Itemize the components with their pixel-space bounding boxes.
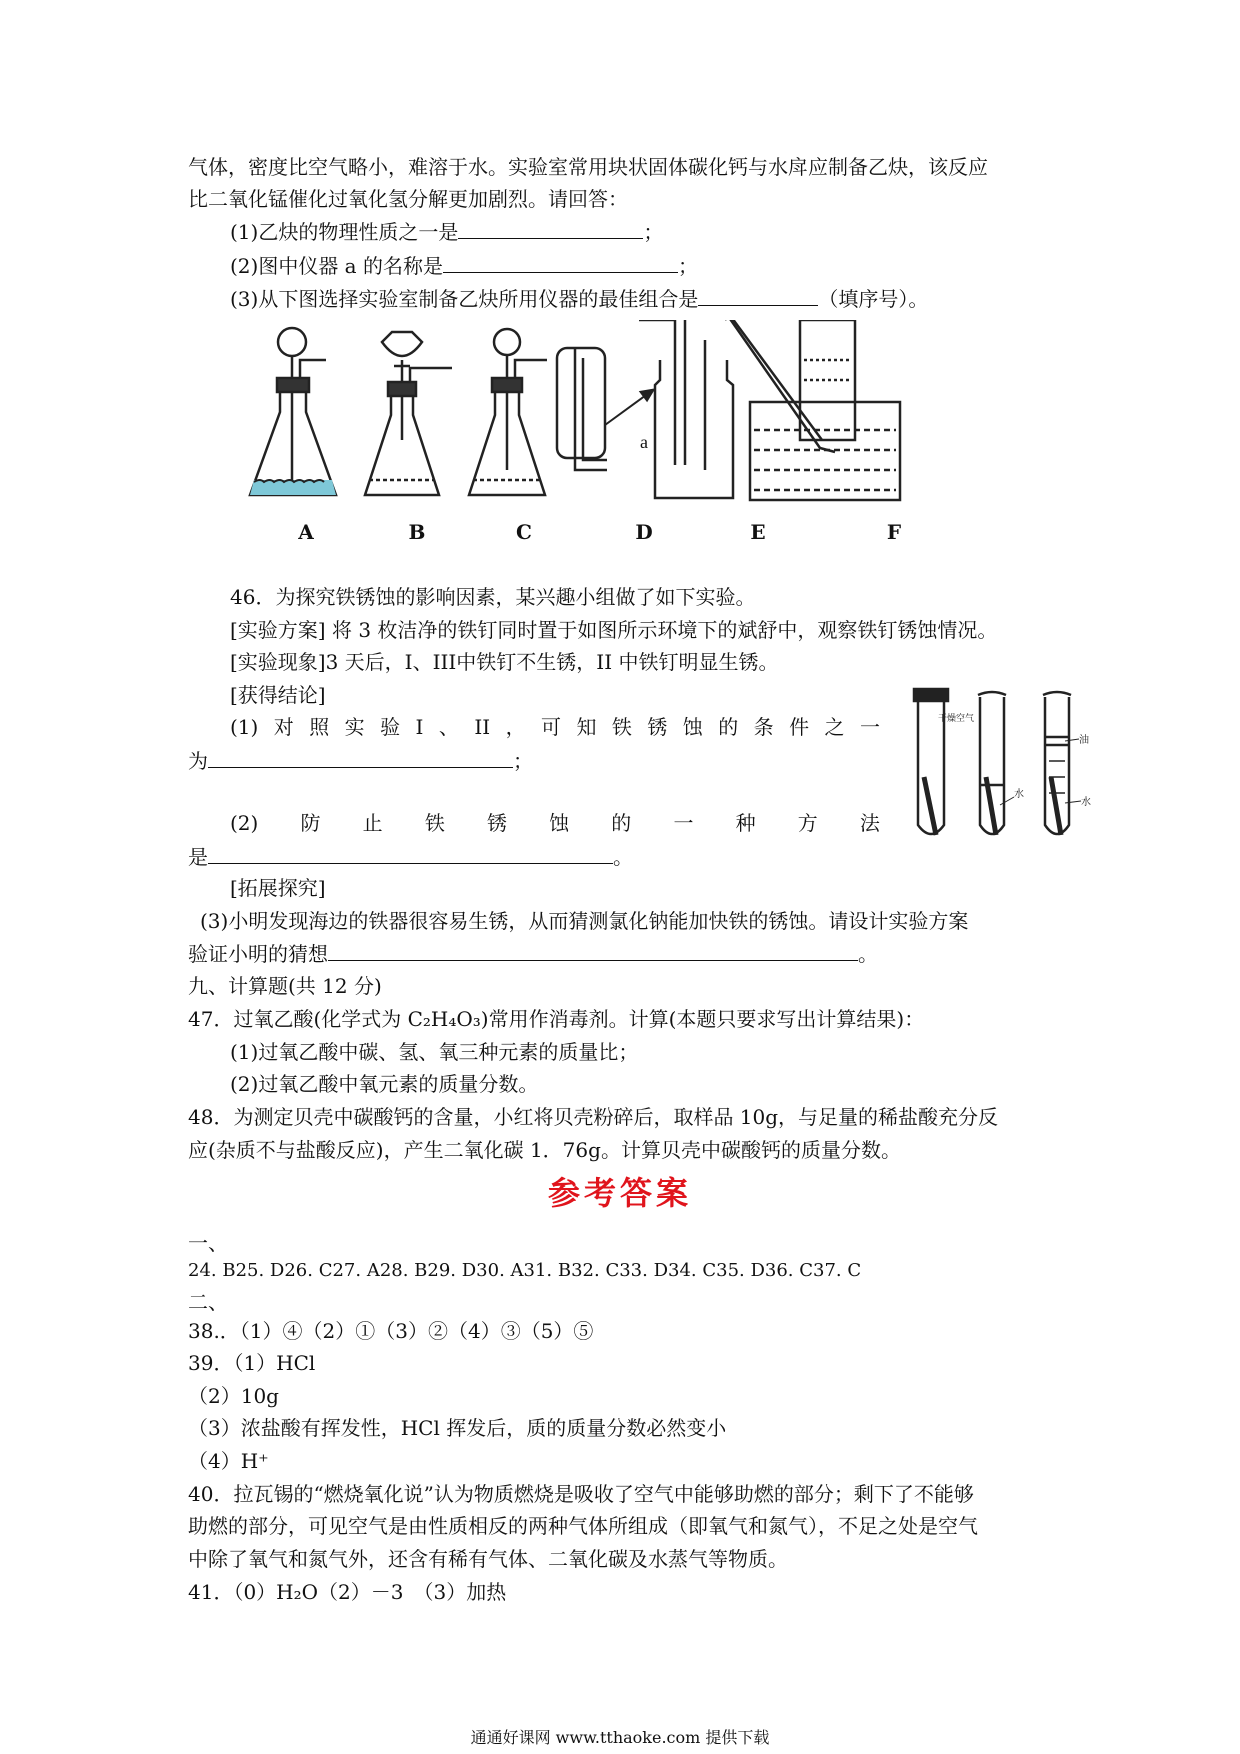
answer-40-line-1: 40．拉瓦锡的“燃烧氧化说”认为物质燃烧是吸收了空气中能够助燃的部分；剩下了不能够 [188, 1482, 974, 1506]
q47-part-2: (2)过氧乙酸中氧元素的质量分数。 [230, 1072, 539, 1096]
q48-line-2: 应(杂质不与盐酸反应)，产生二氧化碳 1．76g。计算贝壳中碳酸钙的质量分数。 [188, 1138, 901, 1162]
word: 实 [344, 715, 365, 739]
tube-1-label: 干燥空气 [938, 713, 975, 723]
q45-p3-prefix: (3)从下图选择实验室制备乙炔所用仪器的最佳组合是 [230, 287, 699, 311]
q46-p3-suffix: 。 [858, 942, 878, 966]
apparatus-b [365, 332, 452, 495]
q46-part-1-line [230, 712, 880, 742]
q46-part-2-answer [188, 841, 633, 872]
q45-part-2 [230, 250, 698, 281]
answer-blank[interactable] [328, 938, 858, 961]
apparatus-d [557, 348, 607, 470]
word: 对 [273, 715, 294, 739]
word: 防 [300, 811, 321, 835]
word: 铁 [611, 715, 632, 739]
q48-line-1: 48．为测定贝壳中碳酸钙的含量，小红将贝壳粉碎后，取样品 10g，与足量的稀盐酸充分反 [188, 1105, 999, 1129]
answers-section-1: 一、 [188, 1231, 228, 1255]
answer-39-2: （2）10g [188, 1384, 279, 1408]
q45-p3-suffix: （填序号）。 [818, 287, 929, 311]
apparatus-f [725, 320, 900, 500]
q46-part-2-line [230, 808, 880, 838]
apparatus-label-c: C [516, 520, 532, 544]
word: 蚀 [682, 715, 703, 739]
apparatus-label-a: A [298, 520, 314, 544]
word: 一 [673, 811, 694, 835]
answer-blank[interactable] [458, 216, 643, 239]
answer-38: 38.．（1）④（2）①（3）②（4）③（5）⑤ [188, 1319, 594, 1343]
q46-p2-cont: 是 [188, 845, 208, 869]
q45-p2-prefix: (2)图中仪器 a 的名称是 [230, 254, 443, 278]
word: 种 [735, 811, 756, 835]
intro-line-1: 气体，密度比空气略小，难溶于水。实验室常用块状固体碳化钙与水戽应制备乙炔，该反应 [188, 155, 988, 179]
answer-39-3: （3）浓盐酸有挥发性，HCl 挥发后，质的质量分数必然变小 [188, 1416, 727, 1440]
word: 铁 [424, 811, 445, 835]
q47-stem: 47．过氧乙酸(化学式为 C₂H₄O₃)常用作消毒剂。计算(本题只要求写出计算结果)： [188, 1007, 925, 1031]
answer-blank[interactable] [698, 283, 818, 306]
apparatus-c [469, 329, 547, 495]
word: 照 [309, 715, 330, 739]
q45-p1-suffix: ； [643, 220, 664, 244]
word: 止 [362, 811, 383, 835]
word: 法 [859, 811, 880, 835]
word: I [415, 715, 424, 739]
q45-part-3 [230, 283, 928, 314]
word: 方 [797, 811, 818, 835]
apparatus-label-e: E [750, 520, 766, 544]
answer-40-line-2: 助燃的部分，可见空气是由性质相反的两种气体所组成（即氧气和氮气），不足之处是空气 [188, 1514, 978, 1538]
q45-part-1 [230, 216, 663, 247]
word: 条 [753, 715, 774, 739]
apparatus-label-b: B [408, 520, 426, 544]
answer-39-4: （4）H⁺ [188, 1449, 269, 1473]
tube-3-oil-label: 油 [1079, 735, 1089, 746]
answer-blank[interactable] [208, 745, 513, 768]
footer-credit: 通通好课网 www.tthaoke.com 提供下载 [470, 1728, 770, 1747]
q46-extend: [拓展探究] [230, 876, 326, 900]
test-tube-3 [1043, 692, 1091, 835]
word: 可 [541, 715, 561, 739]
q46-part-1-answer [188, 745, 533, 776]
word: 的 [611, 811, 632, 835]
answers-section-1-line: 24. B25. D26. C27. A28. B29. D30. A31. B32. C33. D34. C35. D36. C37. C [188, 1260, 862, 1281]
apparatus-label-d: D [635, 520, 653, 544]
word: ， [505, 715, 526, 739]
q47-part-1: (1)过氧乙酸中碳、氢、氧三种元素的质量比； [230, 1040, 639, 1064]
apparatus-arrow-label: a [640, 432, 648, 452]
word: 、 [438, 715, 459, 739]
word: 一 [859, 715, 880, 739]
word: 锈 [647, 715, 668, 739]
answer-blank[interactable] [208, 841, 613, 864]
q46-conclusion: [获得结论] [230, 683, 326, 707]
apparatus-e [605, 320, 733, 498]
word: 蚀 [549, 811, 570, 835]
answer-39-1: 39．（1）HCl [188, 1351, 316, 1375]
q46-phenomenon: [实验现象]3 天后，I、III中铁钉不生锈，II 中铁钉明显生锈。 [230, 650, 779, 674]
word: (2) [230, 811, 259, 835]
test-tube-1 [914, 689, 974, 835]
answer-40-line-3: 中除了氧气和氮气外，还含有稀有气体、二氧化碳及水蒸气等物质。 [188, 1547, 788, 1571]
tube-2-label: 水 [1014, 789, 1024, 800]
apparatus-figure [240, 320, 980, 510]
answer-key-title: 参考答案 [547, 1174, 692, 1212]
q46-p3-prefix: 验证小明的猜想 [188, 942, 328, 966]
answer-blank[interactable] [443, 250, 678, 273]
word: 验 [380, 715, 401, 739]
q46-plan: [实验方案] 将 3 枚洁净的铁钉同时置于如图所示环境下的斌舒中，观察铁钉锈蚀情况。 [230, 618, 998, 642]
word: 件 [789, 715, 810, 739]
word: 的 [718, 715, 739, 739]
intro-line-2: 比二氧化锰催化过氧化氢分解更加剧烈。请回答： [188, 187, 628, 211]
q46-p1-cont: 为 [188, 749, 208, 773]
word: (1) [230, 715, 259, 739]
q46-part-3-line-1: (3)小明发现海边的铁器很容易生锈，从而猜测氯化钠能加快铁的锈蚀。请设计实验方案 [200, 909, 969, 933]
q45-p2-suffix: ； [677, 254, 698, 278]
word: 锈 [486, 811, 507, 835]
test-tubes-figure [900, 685, 1100, 845]
section-9-heading: 九、计算题(共 12 分) [188, 974, 382, 998]
tube-3-water-label: 水 [1081, 797, 1091, 808]
q46-part-3-line-2 [188, 938, 878, 969]
apparatus-label-f: F [886, 520, 902, 544]
word: II [474, 715, 491, 739]
q46-p1-suffix: ； [513, 749, 533, 773]
answers-section-2: 二、 [188, 1290, 228, 1314]
word: 知 [576, 715, 597, 739]
q46-title: 46．为探究铁锈蚀的影响因素，某兴趣小组做了如下实验。 [230, 585, 756, 609]
q46-p2-suffix: 。 [613, 845, 633, 869]
q45-p1-prefix: (1)乙炔的物理性质之一是 [230, 220, 459, 244]
test-tube-2 [978, 692, 1024, 835]
word: 之 [824, 715, 845, 739]
apparatus-a [250, 328, 336, 495]
answer-41: 41．（0）H₂O（2）－3 （3）加热 [188, 1580, 507, 1604]
